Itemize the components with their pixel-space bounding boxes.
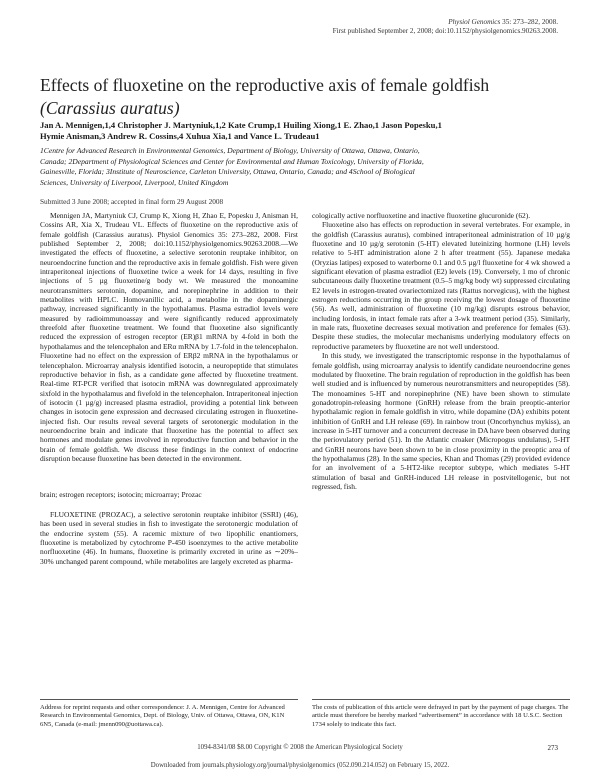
right-paragraph-2: Fluoxetine also has effects on reproduction in several vertebrates. For example, in the goldfish (Carassius auratus), combined intraperitoneal administration of 10 µg/g fluoxetine and 10 µg/g serotonin (5-HT) elevated luteinizing hormone (LH) levels relative to 5-HT administration alone 2 h after treatment (55). Japanese medaka (Oryzias latipes) exposed to waterborne 0.1 and 0.5 µg/l fluoxetine for 4 wk showed a significant elevation of plasma estradiol (E2) levels (19). Conversely, 1 mo of chronic subcutaneous daily fluoxetine treatment (0.5–5 mg/kg body wt) suppressed circulating E2 levels in estrogen-treated ovariectomized rats (Rattus norvegicus), with the highest estrogen reductions occurring in the group receiving the lowest dosage of fluoxetine (56). As well, administration of fluoxetine (10 mg/kg) disrupts estrous behavior, including lordosis, in intact female rats after a 3-wk treatment period (35). Similarly, in male rats, fluoxetine decreases sexual motivation and preference for females (63). Despite these studies, the molecular mechanisms underlying modulatory effects on reproductive parameters by fluoxetine are not well understood. [312,220,570,351]
copyright-line: 1094-8341/08 $8.00 Copyright © 2008 the American Physiological Society [197,744,403,751]
download-notice: Downloaded from journals.physiology.org/journal/physiolgenomics (052.090.214.052) on February 15, 2022. [150,762,450,769]
intro-paragraph: FLUOXETINE (PROZAC), a selective serotonin reuptake inhibitor (SSRI) (46), has been used in several studies in fish to investigate the serotonergic modulation of the endocrine system (55). A racemic mixture of two lipophilic enantiomers, fluoxetine is metabolized by cytochrome P-450 isoenzymes to the active metabolite norfluoxetine (46). In humans, fluoxetine is primarily excreted in urine as ∼20%–30% unchanged parent compound, while metabolites are largely excreted as pharma- [40,510,298,566]
article-title [40,74,580,120]
submission-dates: Submitted 3 June 2008; accepted in final form 29 August 2008 [40,197,224,206]
title-line-1: Effects of fluoxetine on the reproductive axis of female goldfish [40,75,490,95]
affiliation-line-3: Gainesville, Florida; 3Institute of Neuroscience, Carleton University, Ottawa, Ontario, Canada; and 4School of Biological [40,167,415,177]
affiliation-line-2: Canada; 2Department of Physiological Sciences and Center for Environmental and Human Toxicology, University of Florida, [40,156,424,166]
abstract: Mennigen JA, Martyniuk CJ, Crump K, Xiong H, Zhao E, Popesku J, Anisman H, Cossins AR, Xia X, Trudeau VL. Effects of fluoxetine on the reproductive axis of female goldfish (Carassius auratus). Physiol Genomics 35: 273–282, 2008. First published September 2, 2008; doi:10.1152/physiolgenomics.90263.2008.—We investigated the effects of fluoxetine, a selective serotonin reuptake inhibitor, on neuroendocrine function and the reproductive axis in female goldfish. Fish were given intraperitoneal injections of fluoxetine twice a week for 14 days, resulting in five injections of 5 µg fluoxetine/g body wt. We measured the monoamine neurotransmitters serotonin, dopamine, and norepinephrine in addition to their metabolites with HPLC. Homovanillic acid, a metabolite in the dopaminergic pathway, increased significantly in the hypothalamus. Plasma estradiol levels were measured by radioimmunoassay and were significantly reduced approximately threefold after fluoxetine treatment. We found that fluoxetine also significantly reduced the expression of estrogen receptor (ER)β1 mRNA by 4-fold in both the hypothalamus and the telencephalon and ERα mRNA by 1.7-fold in the telencephalon. Fluoxetine had no effect on the expression of ERβ2 mRNA in the hypothalamus or telencephalon. Microarray analysis identified isotocin, a neuropeptide that stimulates reproductive behavior in fish, as a candidate gene affected by fluoxetine treatment. Real-time RT-PCR verified that isotocin mRNA was downregulated approximately sixfold in the hypothalamus and fivefold in the telencephalon. Intraperitoneal injection of isotocin (1 µg/g) increased plasma estradiol, providing a potential link between changes in isotocin gene expression and decreased circulating estrogen in fluoxetine-injected fish. Our results reveal several targets of serotonergic modulation in the neuroendocrine brain and indicate that fluoxetine has the potential to affect sex hormones and modulate genes involved in reproductive function and behavior in the brain of female goldfish. We discuss these findings in the context of endocrine disruption because fluoxetine has been detected in the environment. [40,211,298,463]
abstract-column [40,211,298,463]
page-number: 273 [547,744,558,752]
running-header [333,18,558,36]
correspondence-footnote: Address for reprint requests and other correspondence: J. A. Mennigen, Centre for Advanced Research in Environmental Genomics, Dept. of Biology, Univ. of Ottawa, Ottawa, ON, K1N 6N5, Canada (e-mail: jmenn090@uottawa.ca). [40,704,285,728]
first-published-line: First published September 2, 2008; doi:10.1152/physiolgenomics.90263.2008. [332,27,558,35]
journal-citation: 35: 273–282, 2008. [500,18,558,26]
keywords: brain; estrogen receptors; isotocin; microarray; Prozac [40,490,202,499]
right-paragraph-3: In this study, we investigated the transcriptomic response in the hypothalamus of female goldfish, using microarray analysis to identify candidate neuroendocrine genes modulated by fluoxetine. The brain regulation of reproduction in the goldfish has been well studied and is influenced by numerous neurotransmitters and neuropeptides (58). The monoamines 5-HT and norepinephrine (NE) have been shown to stimulate gonadotropin-releasing hormone (GnRH) release from the brain preoptic-anterior hypothalamic region in female goldfish in vitro, while dopamine (DA) exhibits potent inhibition of GnRH and LH release (69). In rainbow trout (Oncorhynchus mykiss), an increase in 5-HT turnover and a concurrent decrease in DA have been observed during the periovulatory period (51). In the Atlantic croaker (Micropogus undulatus), 5-HT and GnRH neurons have been shown to be in close proximity in the preoptic area of the hypothalamus (28). In the same species, Khan and Thomas (29) provided evidence for an involvement of a 5-HT2-like receptor subtype, which mediates 5-HT stimulation of basal and GnRH-induced LH release in postvitellogenic, but not regressed, fish. [312,351,570,491]
journal-name: Physiol Genomics [448,18,501,26]
affiliation-line-4: Sciences, University of Liverpool, Liverpool, United Kingdom [40,177,229,187]
author-list [40,120,580,142]
title-line-2: (Carassius auratus) [40,98,180,118]
authors-line-1: Jan A. Mennigen,1,4 Christopher J. Martyniuk,1,2 Kate Crump,1 Huiling Xiong,1 E. Zhao,1 Jason Popesku,1 [40,120,442,130]
publication-cost-footnote: The costs of publication of this article were defrayed in part by the payment of page charges. The article must therefore be hereby marked “advertisement” in accordance with 18 U.S.C. Section 1734 solely to indicate this fact. [312,704,569,728]
authors-line-2: Hymie Anisman,3 Andrew R. Cossins,4 Xuhua Xia,1 and Vance L. Trudeau1 [40,131,320,141]
footnote-rule-right [312,699,570,700]
affiliations [40,146,580,188]
intro-left-column [40,510,298,566]
affiliation-line-1: 1Centre for Advanced Research in Environmental Genomics, Department of Biology, University of Ottawa, Ottawa, Ontario, [40,146,420,155]
footnote-rule-left [40,699,298,700]
right-column [312,211,570,491]
right-paragraph-1: cologically active norfluoxetine and inactive fluoxetine glucuronide (62). [312,211,531,220]
